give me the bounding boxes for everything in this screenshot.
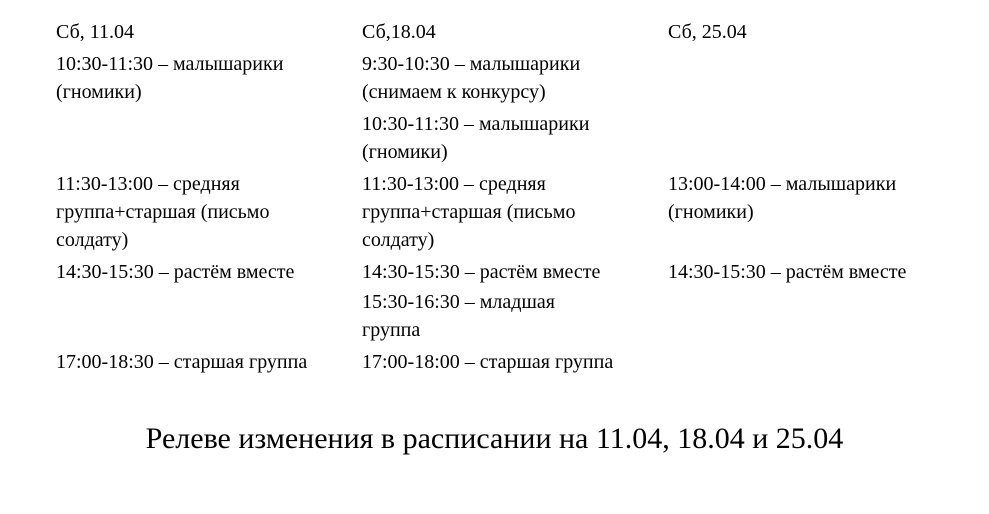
schedule-item: 11:30-13:00 – средняя группа+старшая (письмо солдату) — [362, 173, 576, 251]
schedule-item: 15:30-16:30 – младшая группа — [362, 291, 555, 341]
schedule-item: 11:30-13:00 – средняя группа+старшая (письмо солдату) — [56, 173, 270, 251]
schedule-item: 14:30-15:30 – растём вместе — [56, 261, 295, 283]
schedule-item: 14:30-15:30 – растём вместе — [668, 261, 907, 283]
schedule-item: 17:00-18:30 – старшая группа — [56, 351, 308, 373]
schedule-item: 10:30-11:30 – малышарики (гномики) — [56, 53, 284, 103]
schedule-item: 10:30-11:30 – малышарики (гномики) — [362, 113, 590, 163]
day-header: Сб, 25.04 — [668, 21, 747, 43]
schedule-item: 9:30-10:30 – малышарики (снимаем к конкурсу) — [362, 53, 581, 103]
schedule-item: 13:00-14:00 – малышарики (гномики) — [668, 173, 897, 223]
day-header: Сб,18.04 — [362, 21, 436, 43]
footer-title: Релеве изменения в расписании на 11.04, 18.04 и 25.04 — [145, 422, 844, 455]
day-header: Сб, 11.04 — [56, 21, 135, 43]
schedule-item: 14:30-15:30 – растём вместе — [362, 261, 601, 283]
schedule-item: 17:00-18:00 – старшая группа — [362, 351, 614, 373]
